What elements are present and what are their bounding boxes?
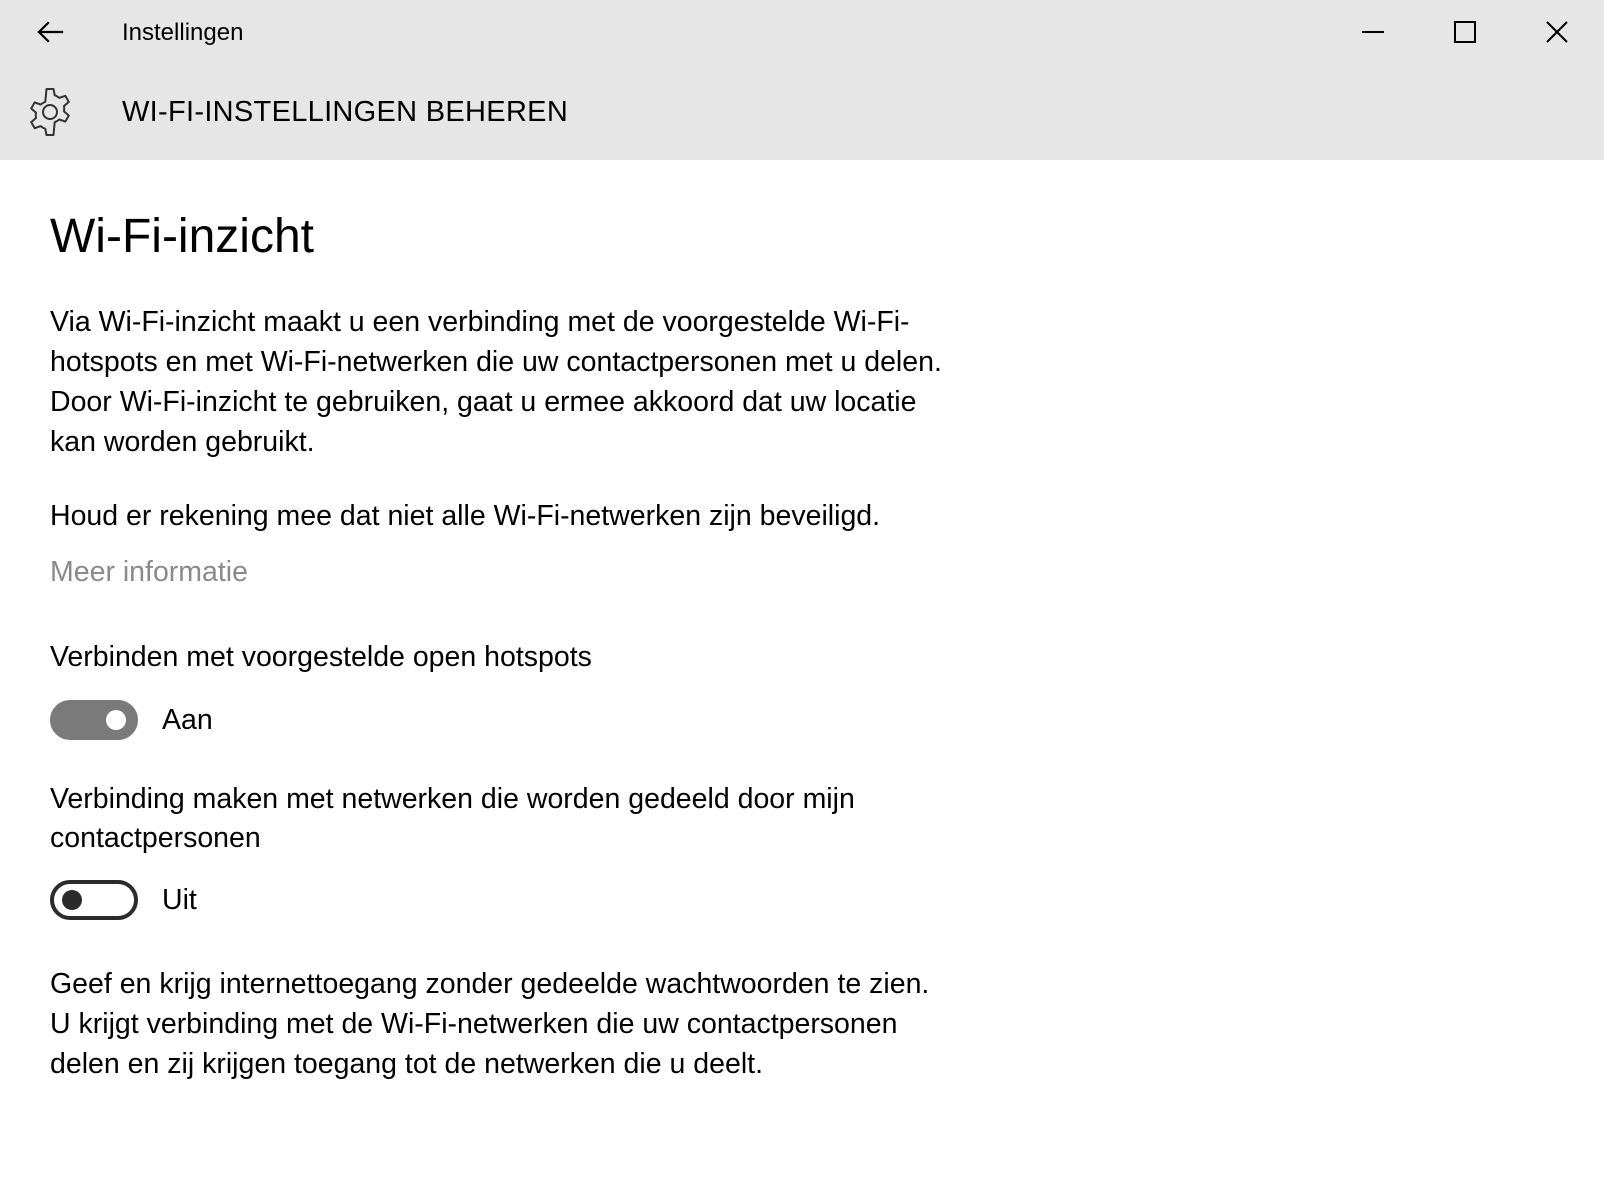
app-title: Instellingen bbox=[122, 19, 244, 46]
close-button[interactable] bbox=[1534, 10, 1580, 54]
more-info-link[interactable]: Meer informatie bbox=[50, 556, 248, 588]
title-bar bbox=[0, 0, 1604, 64]
page-title: Wi-Fi-inzicht bbox=[50, 210, 314, 263]
toggle-knob bbox=[106, 710, 126, 730]
minimize-button[interactable] bbox=[1350, 10, 1396, 54]
page-header bbox=[0, 64, 1604, 160]
contacts-networks-toggle[interactable] bbox=[50, 880, 138, 920]
maximize-button[interactable] bbox=[1442, 10, 1488, 54]
toggle-state-label: Uit bbox=[162, 884, 197, 916]
maximize-icon bbox=[1454, 21, 1476, 43]
contacts-networks-label: Verbinding maken met netwerken die worden gedeeld door mijn contactpersonen bbox=[50, 783, 855, 854]
close-icon bbox=[1546, 21, 1568, 43]
contacts-networks-setting bbox=[50, 880, 197, 920]
arrow-left-icon bbox=[36, 21, 64, 43]
open-hotspots-label: Verbinden met voorgestelde open hotspots bbox=[50, 641, 592, 673]
security-warning-text: Houd er rekening mee dat niet alle Wi-Fi-netwerken zijn beveiligd. bbox=[50, 500, 881, 532]
toggle-knob bbox=[62, 890, 82, 910]
open-hotspots-toggle[interactable] bbox=[50, 700, 138, 740]
minimize-icon bbox=[1362, 21, 1384, 43]
open-hotspots-setting bbox=[50, 700, 213, 740]
page-heading: WI-FI-INSTELLINGEN BEHEREN bbox=[122, 96, 569, 128]
back-button[interactable] bbox=[28, 14, 72, 50]
gear-icon bbox=[24, 86, 76, 138]
sharing-description-text: Geef en krijg internettoegang zonder gedeelde wachtwoorden te zien. U krijgt verbinding met de Wi-Fi-netwerken die uw contactpersonen delen en zij krijgen toegang tot de netwerken die u deelt. bbox=[50, 968, 930, 1080]
intro-text: Via Wi-Fi-inzicht maakt u een verbinding met de voorgestelde Wi-Fi-hotspots en met Wi-Fi-netwerken die uw contactpersonen met u delen. Door Wi-Fi-inzicht te gebruiken, gaat u ermee akkoord dat uw locatie kan worden gebruikt. bbox=[50, 306, 942, 458]
toggle-state-label: Aan bbox=[162, 704, 213, 736]
